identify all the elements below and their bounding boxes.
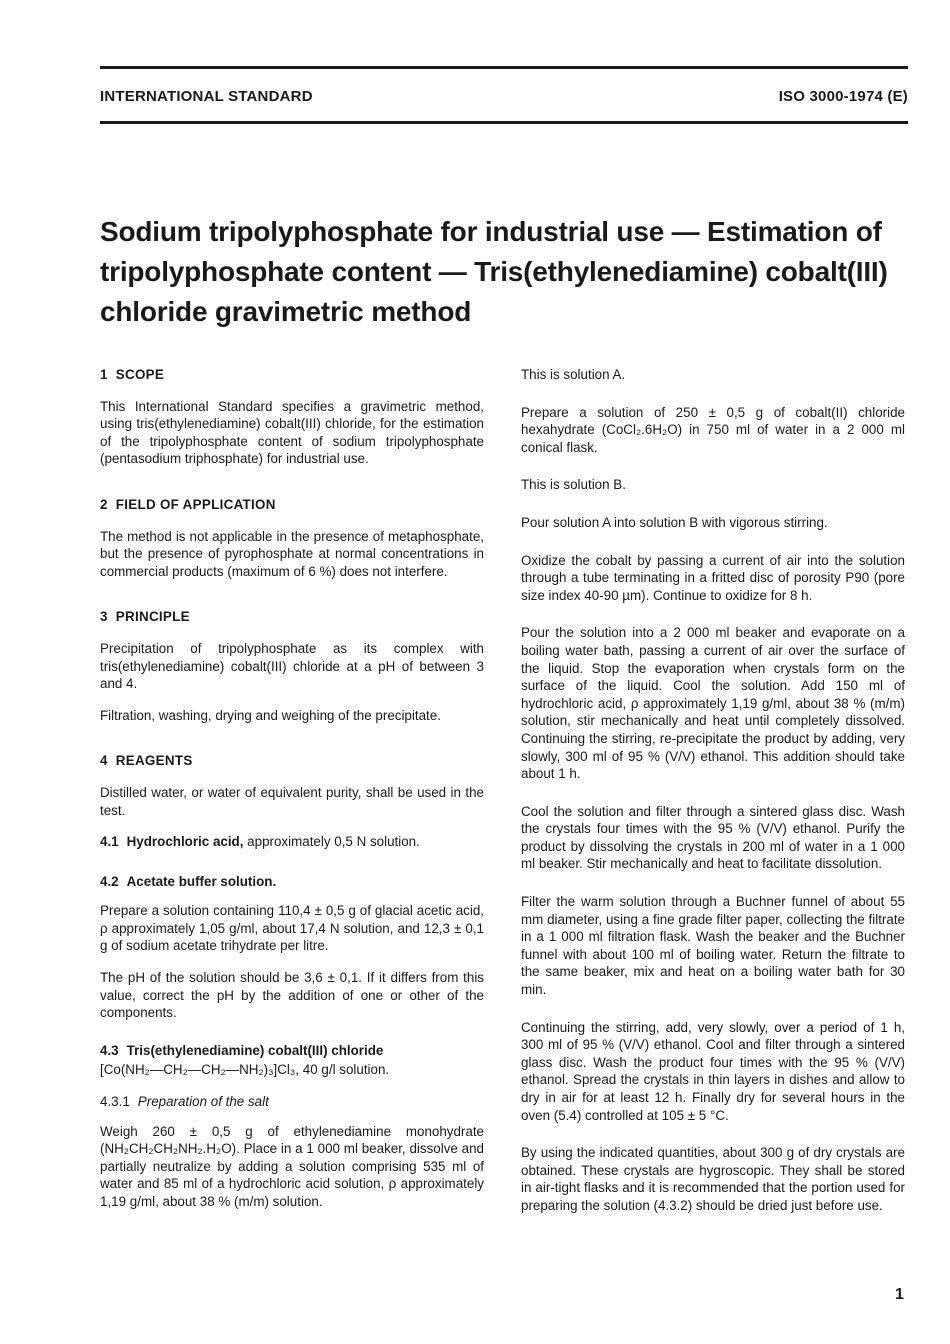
subsection-heading [100, 873, 484, 891]
header-bottom-rule [100, 121, 908, 124]
document-title: Sodium tripolyphosphate for industrial use — Estimation of tripolyphosphate content — Tris(ethylenediamine) cobalt(III) chloride gravimetric method [100, 216, 888, 327]
paragraph: Distilled water, or water of equivalent purity, shall be used in the test. [100, 784, 484, 818]
paragraph: Oxidize the cobalt by passing a current of air into the solution through a tube terminating in a fritted disc of porosity P90 (pore size index 40-90 µm). Continue to oxidize for 8 h. [521, 552, 905, 603]
header-standard-label: INTERNATIONAL STANDARD [100, 88, 313, 105]
subsection-number: 4.3 [100, 1042, 119, 1058]
paragraph: Prepare a solution of 250 ± 0,5 g of cobalt(II) chloride hexahydrate (CoCl₂.6H₂O) in 750 ml of water in a 2 000 ml conical flask. [521, 404, 905, 455]
section-title: FIELD OF APPLICATION [115, 496, 276, 512]
section-field-of-application [100, 496, 484, 580]
left-column [100, 366, 484, 1239]
subsection-number: 4.3.1 [100, 1094, 130, 1110]
section-heading [100, 366, 484, 384]
section-heading [100, 752, 484, 770]
page-number: 1 [895, 1286, 904, 1303]
paragraph: Pour solution A into solution B with vigorous stirring. [521, 514, 828, 530]
subsection-title: Tris(ethylenediamine) cobalt(III) chloride [126, 1042, 384, 1058]
section-number: 4 [100, 753, 108, 769]
paragraph: Filter the warm solution through a Buchner funnel of about 55 mm diameter, using a fine grade filter paper, collecting the filtrate in a 1 000 ml filtration flask. Wash the beaker and the Buchner funnel with about 100 ml of boiling water. Return the filtrate to the same beaker, mix and heat on a boiling water bath for 30 min. [521, 894, 905, 998]
paragraph: This International Standard specifies a gravimetric method, using tris(ethylenediamine) cobalt(III) chloride, for the estimation of the tripolyphosphate content of sodium tripolyphosphate (pentasodium triphosphate) for industrial use. [100, 398, 484, 467]
paragraph: Continuing the stirring, add, very slowly, over a period of 1 h, 300 ml of 95 % (V/V) ethanol. Cool and filter through a sintered glass disc. Wash the product four times with the 95 % (V/V) ethanol. Spread the crystals in thin layers in dishes and allow to dry in air for at least 12 h. Finally dry for several hours in the oven (5.4) controlled at 105 ± 5 °C. [521, 1019, 905, 1123]
subsection-title: Acetate buffer solution. [126, 873, 277, 889]
subsection-heading [100, 1042, 484, 1060]
subsection-title: Preparation of the salt [137, 1094, 269, 1110]
paragraph: Pour the solution into a 2 000 ml beaker and evaporate on a boiling water bath, passing a current of air over the surface of the liquid. Stop the evaporation when crystals form on the surface of the liquid. Cool the solution. Add 150 ml of hydrochloric acid, ρ approximately 1,19 g/ml, about 38 % (m/m) solution, stir mechanically and heat until completely dissolved. Continuing the stirring, re-precipitate the product by adding, very slowly, 300 ml of 95 % (V/V) ethanol. This addition should take about 1 h. [521, 625, 905, 782]
paragraph: Precipitation of tripolyphosphate as its complex with tris(ethylenediamine) cobalt(III) chloride at a pH of between 3 and 4. [100, 640, 484, 692]
paragraph: Filtration, washing, drying and weighing of the precipitate. [100, 707, 441, 723]
paragraph: By using the indicated quantities, about 300 g of dry crystals are obtained. These crystals are hygroscopic. They shall be stored in air-tight flasks and it is recommended that the portion used for preparing the solution (4.3.2) should be dried just before use. [521, 1145, 905, 1213]
subsection-text: approximately 0,5 N solution. [243, 834, 420, 850]
paragraph: Prepare a solution containing 110,4 ± 0,5 g of glacial acetic acid, ρ approximately 1,05 g/ml, about 17,4 N solution, and 12,3 ± 0,1 g of sodium acetate trihydrate per litre. [100, 903, 484, 954]
header-document-number: ISO 3000-1974 (E) [778, 88, 908, 105]
section-title: REAGENTS [115, 753, 193, 769]
paragraph: Cool the solution and filter through a sintered glass disc. Wash the crystals four times with the 95 % (V/V) ethanol. Purify the product by dissolving the crystals in 200 ml of water in a 1 000 ml beaker. Stir mechanically and heat to facilitate dissolution. [521, 803, 905, 872]
page-header [100, 88, 908, 108]
subsection-number: 4.1 [100, 834, 119, 850]
paragraph: This is solution B. [521, 477, 626, 493]
section-heading [100, 496, 484, 514]
section-number: 1 [100, 367, 108, 382]
section-principle [100, 608, 484, 724]
section-number: 2 [100, 496, 108, 512]
section-heading [100, 608, 484, 626]
paragraph: This is solution A. [521, 367, 626, 382]
section-reagents [100, 752, 484, 1210]
paragraph: Weigh 260 ± 0,5 g of ethylenediamine monohydrate (NH₂CH₂CH₂NH₂.H₂O). Place in a 1 000 ml beaker, dissolve and partially neutralize by adding a solution comprising 535 ml of water and 85 ml of a hydrochloric acid solution, ρ approximately 1,19 g/ml, about 38 % (m/m) solution. [100, 1123, 484, 1209]
section-scope [100, 366, 484, 468]
subsection-title: Hydrochloric acid, [126, 834, 244, 850]
section-title: PRINCIPLE [115, 609, 190, 625]
chemical-formula: [Co(NH₂—CH₂—CH₂—NH₂)₃]Cl₃, 40 g/l solution. [100, 1062, 390, 1078]
section-number: 3 [100, 609, 108, 625]
right-column [521, 366, 905, 1229]
reagent-4-1 [100, 833, 484, 851]
section-title: SCOPE [115, 367, 165, 382]
subsection-heading [100, 1093, 484, 1111]
header-top-rule [100, 66, 908, 69]
paragraph: The pH of the solution should be 3,6 ± 0,1. If it differs from this value, correct the pH by the addition of one or other of the components. [100, 970, 484, 1021]
subsection-number: 4.2 [100, 873, 119, 889]
paragraph: The method is not applicable in the presence of metaphosphate, but the presence of pyrophosphate at normal concentrations in commercial products (maximum of 6 %) does not interfere. [100, 528, 484, 579]
